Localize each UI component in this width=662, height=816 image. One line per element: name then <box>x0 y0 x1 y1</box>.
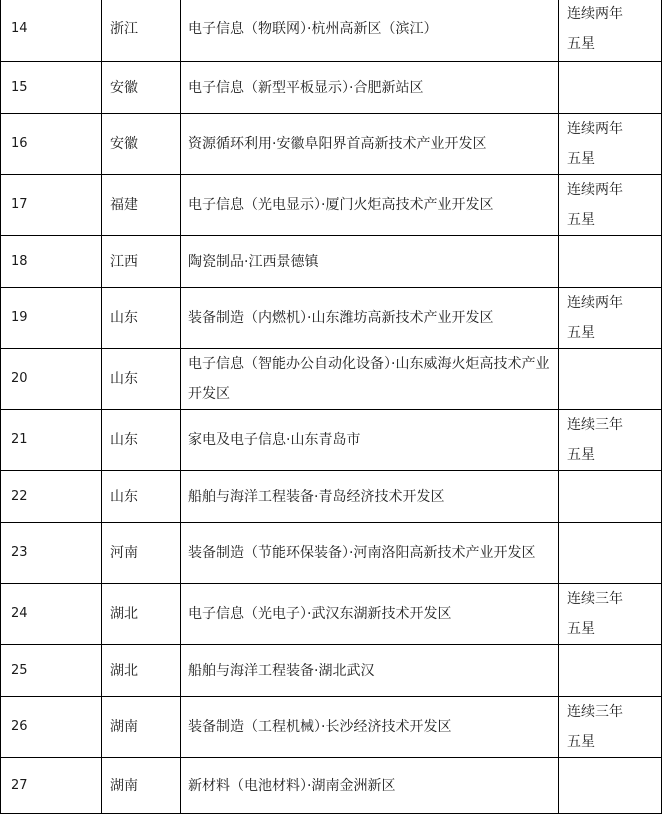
row-number: 26 <box>1 697 102 758</box>
province-cell: 山东 <box>102 471 181 523</box>
cluster-name-cell: 电子信息（光电显示）·厦门火炬高技术产业开发区 <box>181 175 559 236</box>
province-cell: 安徽 <box>102 114 181 175</box>
row-number: 22 <box>1 471 102 523</box>
rating-text: 连续三年五星 <box>567 591 623 637</box>
cluster-name-cell: 装备制造（内燃机）·山东潍坊高新技术产业开发区 <box>181 288 559 349</box>
cluster-name-cell: 船舶与海洋工程装备·湖北武汉 <box>181 645 559 697</box>
table-row <box>1 114 662 175</box>
rating-text: 连续三年五星 <box>567 417 623 463</box>
province-cell: 湖北 <box>102 584 181 645</box>
table-row <box>1 410 662 471</box>
table-row <box>1 62 662 114</box>
row-number: 25 <box>1 645 102 697</box>
row-number: 14 <box>1 0 102 62</box>
table-row <box>1 0 662 62</box>
table-row <box>1 288 662 349</box>
cluster-name-cell: 电子信息（物联网）·杭州高新区（滨江） <box>181 0 559 62</box>
cluster-name-cell: 资源循环利用·安徽阜阳界首高新技术产业开发区 <box>181 114 559 175</box>
row-number: 16 <box>1 114 102 175</box>
rating-cell <box>559 0 662 62</box>
row-number: 27 <box>1 758 102 814</box>
cluster-name-cell: 陶瓷制品·江西景德镇 <box>181 236 559 288</box>
row-number: 24 <box>1 584 102 645</box>
rating-cell <box>559 697 662 758</box>
row-number: 19 <box>1 288 102 349</box>
province-cell: 湖北 <box>102 645 181 697</box>
row-number: 23 <box>1 523 102 584</box>
province-cell: 福建 <box>102 175 181 236</box>
table-row <box>1 523 662 584</box>
cluster-name-cell: 船舶与海洋工程装备·青岛经济技术开发区 <box>181 471 559 523</box>
rating-cell <box>559 523 662 584</box>
province-cell: 山东 <box>102 349 181 410</box>
province-cell: 湖南 <box>102 697 181 758</box>
rating-cell <box>559 410 662 471</box>
table-row <box>1 471 662 523</box>
rating-text: 连续三年五星 <box>567 704 623 750</box>
table-row <box>1 175 662 236</box>
province-cell: 河南 <box>102 523 181 584</box>
rating-cell <box>559 645 662 697</box>
row-number: 18 <box>1 236 102 288</box>
province-cell: 山东 <box>102 410 181 471</box>
rating-cell <box>559 175 662 236</box>
cluster-name-cell: 新材料（电池材料）·湖南金洲新区 <box>181 758 559 814</box>
table-row <box>1 758 662 814</box>
rating-cell <box>559 471 662 523</box>
table-row <box>1 236 662 288</box>
rating-text: 连续两年五星 <box>567 121 623 167</box>
rating-text: 连续两年五星 <box>567 182 623 228</box>
row-number: 21 <box>1 410 102 471</box>
row-number: 15 <box>1 62 102 114</box>
rating-cell <box>559 584 662 645</box>
province-cell: 浙江 <box>102 0 181 62</box>
province-cell: 湖南 <box>102 758 181 814</box>
rating-cell <box>559 349 662 410</box>
rating-text: 连续两年五星 <box>567 6 623 52</box>
cluster-name-cell: 装备制造（工程机械）·长沙经济技术开发区 <box>181 697 559 758</box>
cluster-name-cell: 电子信息（新型平板显示）·合肥新站区 <box>181 62 559 114</box>
cluster-name-cell: 电子信息（智能办公自动化设备）·山东威海火炬高技术产业开发区 <box>181 349 559 410</box>
table-row <box>1 645 662 697</box>
cluster-name-cell: 装备制造（节能环保装备）·河南洛阳高新技术产业开发区 <box>181 523 559 584</box>
province-cell: 安徽 <box>102 62 181 114</box>
cluster-name-cell: 电子信息（光电子）·武汉东湖新技术开发区 <box>181 584 559 645</box>
province-cell: 江西 <box>102 236 181 288</box>
rating-text: 连续两年五星 <box>567 295 623 341</box>
table-row <box>1 697 662 758</box>
table-row <box>1 349 662 410</box>
rating-cell <box>559 62 662 114</box>
rating-cell <box>559 114 662 175</box>
rating-cell <box>559 288 662 349</box>
province-cell: 山东 <box>102 288 181 349</box>
rating-cell <box>559 758 662 814</box>
rating-cell <box>559 236 662 288</box>
cluster-name-cell: 家电及电子信息·山东青岛市 <box>181 410 559 471</box>
row-number: 20 <box>1 349 102 410</box>
row-number: 17 <box>1 175 102 236</box>
table-row <box>1 584 662 645</box>
